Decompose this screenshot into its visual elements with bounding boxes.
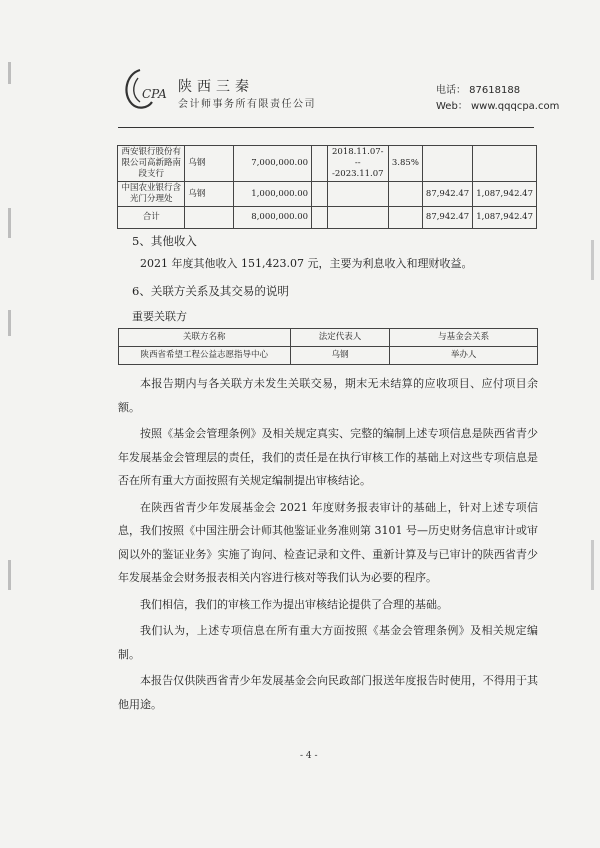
paragraph: 按照《基金会管理条例》及相关规定真实、完整的编制上述专项信息是陕西省青少年发展基金会管理层的责任，我们的责任是在执行审核工作的基础上对这些专项信息是否在所有重大方面按照有关规定编制提出审核结论。 bbox=[118, 427, 538, 487]
table-cell bbox=[327, 207, 388, 229]
table-cell: 7,000,000.00 bbox=[234, 146, 312, 182]
table-cell: 1,000,000.00 bbox=[234, 182, 312, 207]
table-row bbox=[118, 146, 537, 182]
column-header: 法定代表人 bbox=[290, 329, 390, 347]
subheading: 重要关联方 bbox=[132, 310, 187, 323]
table-cell: 乌钢 bbox=[185, 146, 234, 182]
table-row bbox=[119, 347, 538, 365]
table-cell bbox=[388, 207, 422, 229]
table-cell: 陕西省希望工程公益志愿指导中心 bbox=[119, 347, 291, 365]
table-cell bbox=[312, 207, 328, 229]
table-header-row bbox=[119, 329, 538, 347]
section-heading: 5、其他收入 bbox=[132, 234, 197, 248]
paragraph: 2021 年度其他收入 151,423.07 元，主要为利息收入和理财收益。 bbox=[140, 257, 473, 270]
table-cell bbox=[312, 146, 328, 182]
table-cell: 8,000,000.00 bbox=[234, 207, 312, 229]
firm-name: 陕西三秦 bbox=[178, 79, 254, 95]
table-row bbox=[118, 182, 537, 207]
page-number: - 4 - bbox=[300, 751, 318, 761]
table-cell bbox=[422, 146, 472, 182]
paragraph: 在陕西省青少年发展基金会 2021 年度财务报表审计的基础上，针对上述专项信息，我们按照《中国注册会计师其他鉴证业务准则第 3101 号—历史财务信息审计或审阅以外的鉴证业务》实施了询问、检查记录和文件、重新计算及与已审计的陕西省青少年发展基金会财务报表相关内容进行核对等我们认为必要的程序。 bbox=[118, 500, 538, 584]
loan-table bbox=[117, 145, 537, 229]
section5-body bbox=[118, 252, 538, 276]
table-cell: 西安银行股份有限公司高新路南段支行 bbox=[118, 146, 185, 182]
body-text bbox=[118, 372, 538, 716]
table-cell: 1,087,942.47 bbox=[473, 207, 537, 229]
table-cell: 87,942.47 bbox=[422, 207, 472, 229]
table-cell: 87,942.47 bbox=[422, 182, 472, 207]
phone: 电话： 87618188 bbox=[436, 85, 521, 96]
header-divider bbox=[118, 127, 534, 128]
table-cell: 举办人 bbox=[390, 347, 538, 365]
table-cell: 合计 bbox=[118, 207, 185, 229]
svg-text:CPA: CPA bbox=[142, 87, 167, 101]
column-header: 与基金会关系 bbox=[390, 329, 538, 347]
table-cell: 3.85% bbox=[388, 146, 422, 182]
column-header: 关联方名称 bbox=[119, 329, 291, 347]
scan-mark bbox=[8, 208, 11, 238]
table-cell bbox=[473, 146, 537, 182]
table-cell bbox=[185, 207, 234, 229]
scan-mark bbox=[591, 540, 594, 590]
website: Web： www.qqqcpa.com bbox=[436, 101, 560, 112]
scan-mark bbox=[8, 62, 11, 84]
paragraph: 我们相信，我们的审核工作为提出审核结论提供了合理的基础。 bbox=[140, 597, 448, 611]
table-cell: 乌钢 bbox=[185, 182, 234, 207]
scan-mark bbox=[8, 560, 11, 590]
table-cell: 中国农业银行含光门分理处 bbox=[118, 182, 185, 207]
table-cell: 2018.11.07--- -2023.11.07 bbox=[327, 146, 388, 182]
table-row-total bbox=[118, 207, 537, 229]
table-cell: 1,087,942.47 bbox=[473, 182, 537, 207]
scan-mark bbox=[591, 240, 594, 280]
paragraph: 本报告仅供陕西省青少年发展基金会向民政部门报送年度报告时使用，不得用于其他用途。 bbox=[118, 674, 538, 711]
firm-full-name: 会计师事务所有限责任公司 bbox=[178, 99, 316, 110]
table-cell bbox=[312, 182, 328, 207]
table-cell bbox=[327, 182, 388, 207]
paragraph: 本报告期内与各关联方未发生关联交易，期末无未结算的应收项目、应付项目余额。 bbox=[118, 377, 538, 414]
firm-logo bbox=[118, 64, 186, 114]
paragraph: 我们认为，上述专项信息在所有重大方面按照《基金会管理条例》及相关规定编制。 bbox=[118, 624, 538, 661]
table-cell: 乌钢 bbox=[290, 347, 390, 365]
table-cell bbox=[388, 182, 422, 207]
section-heading: 6、关联方关系及其交易的说明 bbox=[132, 284, 289, 298]
related-party-table bbox=[118, 328, 538, 365]
scan-mark bbox=[8, 310, 11, 336]
